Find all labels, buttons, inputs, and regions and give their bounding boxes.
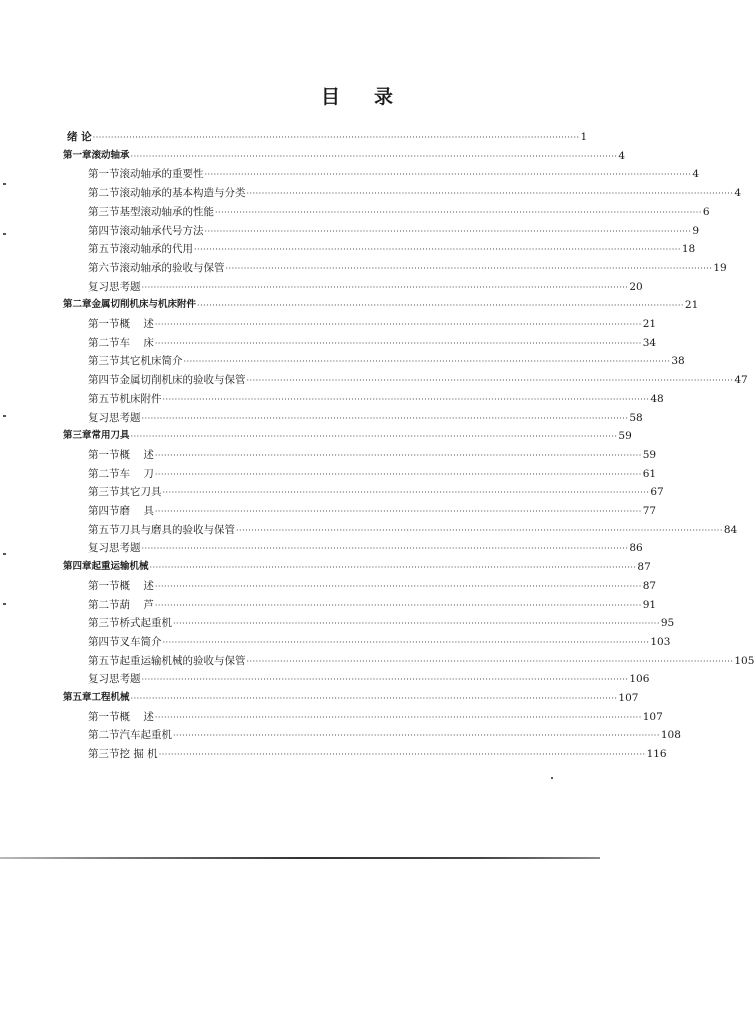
toc-page-number: 87: [637, 561, 651, 574]
toc-dot-leader: ································································································································································: [141, 413, 629, 423]
scan-speck: [3, 233, 6, 235]
toc-number: 复习思考题: [88, 411, 141, 424]
toc-section-row: [88, 482, 664, 499]
toc-section-row: [88, 239, 696, 256]
toc-page-number: 47: [734, 374, 748, 387]
toc-page-number: 67: [650, 486, 664, 499]
toc-chapter-row: [63, 557, 651, 574]
toc-section-row: [88, 613, 675, 630]
toc-dot-leader: ································································································································································: [149, 563, 637, 573]
toc-section-row: [88, 464, 657, 481]
toc-page-number: 61: [642, 467, 657, 480]
toc-page-number: 19: [713, 261, 727, 274]
bottom-rule: [0, 857, 600, 859]
toc-dot-leader: ································································································································································: [162, 394, 650, 404]
toc-title: 桥式起重机: [119, 617, 172, 630]
toc-page-number: 6: [702, 205, 710, 218]
toc-section-row: [88, 595, 657, 612]
toc-title: 金属切削机床与机床附件: [91, 299, 197, 311]
toc-title: 滚动轴承的验收与保管: [119, 261, 225, 274]
toc-page-number: 86: [629, 542, 643, 555]
toc-page-number: 106: [629, 673, 650, 686]
toc-number: 第三章: [63, 430, 92, 442]
toc-dot-leader: ································································································································································: [154, 581, 642, 591]
toc-dot-leader: ································································································································································: [173, 731, 660, 741]
toc-title: 葫 芦: [119, 598, 154, 611]
toc-title: 概 述: [119, 448, 154, 461]
toc-section-row: [88, 221, 700, 238]
toc-number: 第二节: [88, 467, 120, 480]
toc-number: 第四章: [63, 561, 92, 573]
toc-title: 概 述: [119, 318, 154, 330]
toc-dot-leader: ································································································································································: [236, 525, 723, 535]
toc-dot-leader: ································································································································································: [154, 600, 642, 610]
toc-page-number: 95: [660, 617, 675, 630]
toc-page-number: 105: [734, 654, 754, 667]
toc-number: 第一节: [88, 318, 120, 330]
toc-number: 第五节: [88, 392, 120, 405]
toc-section-row: [88, 651, 754, 668]
toc-number: 第二节: [88, 336, 120, 349]
toc-number: 第五节: [88, 654, 120, 667]
toc-section-row: [88, 183, 742, 200]
toc-number: 第二节: [88, 729, 120, 742]
toc-title: 基型滚动轴承的性能: [119, 205, 214, 218]
toc-number: 第一节: [88, 710, 120, 723]
toc-dot-leader: ································································································································································: [183, 357, 671, 367]
toc-number: 第五节: [88, 243, 120, 256]
toc-title: 工程机械: [91, 692, 130, 703]
toc-number: 第二节: [88, 187, 120, 200]
toc-dot-leader: ································································································································································: [197, 301, 684, 311]
toc-title: 金属切削机床的验收与保管: [119, 374, 246, 387]
toc-dot-leader: ································································································································································: [194, 245, 681, 255]
toc-number: 第三节: [88, 355, 120, 368]
toc-page-number: 108: [660, 729, 681, 742]
toc-dot-leader: ································································································································································: [154, 338, 642, 348]
toc-dot-leader: ································································································································································: [225, 263, 713, 273]
toc-number: 第三节: [88, 617, 120, 630]
page-title: [0, 82, 714, 109]
toc-section-row: [88, 725, 681, 742]
toc-dot-leader: ································································································································································: [130, 432, 618, 442]
toc-dot-leader: ································································································································································: [141, 282, 629, 292]
toc-number: 第四节: [88, 505, 120, 517]
toc-section-row: [88, 389, 664, 406]
toc-number: 复习思考题: [88, 673, 141, 686]
toc-number: 第一章: [63, 149, 92, 161]
toc-title: 常用刀具: [91, 430, 130, 442]
toc-title: 滚动轴承: [91, 149, 130, 161]
toc-page-number: 58: [629, 411, 643, 424]
toc-section-row: [88, 520, 738, 537]
toc-section-row: [88, 445, 657, 462]
toc-page-number: 107: [642, 710, 663, 723]
toc-section-row: [88, 351, 685, 368]
toc-number: 第五章: [63, 692, 92, 703]
toc-number: 第一节: [88, 579, 120, 592]
toc-section-row: [88, 632, 671, 649]
toc-chapter-row: [63, 295, 699, 312]
toc-title: 机床附件: [119, 392, 162, 405]
toc-title: 滚动轴承代号方法: [119, 224, 204, 237]
toc-title: 叉车简介: [119, 635, 162, 648]
toc-page-number: 1: [580, 131, 588, 143]
toc-page-number: 91: [642, 598, 657, 611]
toc-dot-leader: ································································································································································: [92, 133, 580, 142]
toc-review-row: [88, 277, 643, 294]
toc-title: 磨 具: [119, 505, 154, 517]
toc-section-row: [88, 164, 700, 181]
toc-title: 车 床: [119, 336, 154, 349]
toc-title: 刀具与磨具的验收与保管: [119, 523, 235, 536]
toc-page-number: 87: [642, 579, 657, 592]
toc-title: 滚动轴承的重要性: [119, 168, 204, 181]
toc-title: 滚动轴承的代用: [119, 243, 193, 256]
toc-dot-leader: ································································································································································: [215, 207, 702, 217]
toc-page-number: 21: [642, 318, 657, 330]
scan-speck: [3, 603, 6, 605]
scan-speck: [3, 415, 6, 417]
toc-title: 其它刀具: [119, 486, 162, 499]
toc-dot-leader: ································································································································································: [173, 619, 660, 629]
toc-number: 复习思考题: [88, 542, 141, 555]
toc-title: 滚动轴承的基本构造与分类: [119, 187, 246, 200]
toc-dot-leader: ································································································································································: [130, 694, 618, 703]
toc-page-number: 34: [642, 336, 657, 349]
toc-page-number: 21: [684, 299, 699, 312]
toc-page-number: 77: [642, 505, 657, 517]
toc-dot-leader: ································································································································································: [204, 170, 692, 180]
toc-title: 汽车起重机: [119, 729, 172, 742]
toc-title: 其它机床简介: [119, 355, 183, 368]
toc-number: 第六节: [88, 261, 120, 274]
toc-chapter-row: [63, 146, 626, 163]
toc-section-row: [88, 333, 657, 350]
toc-number: 第一节: [88, 168, 120, 181]
toc-number: 第二节: [88, 598, 120, 611]
toc-page-number: 4: [734, 187, 742, 200]
toc-review-row: [88, 538, 643, 555]
toc-title: 挖 掘 机: [119, 748, 158, 761]
toc-section-row: [88, 576, 657, 593]
scan-speck: [551, 777, 553, 779]
toc-title: 起重运输机械: [91, 561, 149, 573]
toc-number: 第五节: [88, 523, 120, 536]
toc-dot-leader: ································································································································································: [204, 226, 692, 236]
toc-dot-leader: ································································································································································: [158, 750, 646, 760]
toc-section-row: [88, 370, 748, 387]
toc-dot-leader: ································································································································································: [130, 151, 618, 161]
toc-section-row: [88, 744, 667, 761]
toc-section-row: [88, 314, 657, 331]
toc-page-number: 116: [646, 748, 667, 761]
toc-dot-leader: ································································································································································: [141, 544, 629, 554]
toc-dot-leader: ································································································································································: [154, 320, 642, 329]
toc-section-row: [88, 501, 657, 518]
toc-number: 第三节: [88, 748, 120, 761]
toc-dot-leader: ································································································································································: [246, 656, 734, 666]
toc-dot-leader: ································································································································································: [154, 469, 642, 479]
toc-page-number: 59: [618, 430, 632, 443]
toc-page-number: 9: [692, 224, 700, 237]
title-char-1: 目: [320, 86, 340, 108]
toc-dot-leader: ································································································································································: [162, 637, 650, 647]
toc-dot-leader: ································································································································································: [154, 507, 642, 516]
toc-title: 概 述: [119, 710, 154, 723]
toc-dot-leader: ································································································································································: [162, 488, 650, 498]
toc-number: 第四节: [88, 635, 120, 648]
toc-dot-leader: ································································································································································: [154, 712, 642, 722]
toc-dot-leader: ································································································································································: [246, 189, 734, 199]
toc-number: 第四节: [88, 224, 120, 237]
toc-section-row: [88, 707, 663, 724]
toc-number: 第四节: [88, 374, 120, 387]
toc-page-number: 59: [642, 448, 657, 461]
toc-chapter-row: [63, 688, 639, 705]
toc-intro-row: [67, 127, 588, 144]
toc-page-number: 103: [650, 635, 671, 648]
title-char-2: 录: [374, 86, 394, 108]
toc-number: 绪 论: [67, 131, 92, 143]
toc-dot-leader: ································································································································································: [246, 376, 734, 386]
toc-number: 第二章: [63, 299, 92, 311]
toc-page-number: 18: [681, 243, 696, 256]
toc-title: 概 述: [119, 579, 154, 592]
toc-dot-leader: ································································································································································: [154, 450, 642, 460]
toc-page-number: 4: [618, 149, 626, 162]
toc-number: 第三节: [88, 205, 120, 218]
toc-title: 车 刀: [119, 467, 154, 480]
toc-dot-leader: ································································································································································: [141, 675, 629, 685]
toc-number: 第一节: [88, 448, 120, 461]
toc-section-row: [88, 258, 727, 275]
toc-review-row: [88, 408, 643, 425]
toc-page-number: 4: [692, 168, 700, 181]
toc-page-number: 48: [650, 392, 664, 405]
toc-page-number: 20: [629, 280, 643, 293]
toc-number: 第三节: [88, 486, 120, 499]
scan-speck: [3, 183, 6, 185]
toc-section-row: [88, 202, 710, 219]
toc-review-row: [88, 669, 650, 686]
toc-page-number: 107: [618, 692, 639, 704]
scan-speck: [3, 553, 6, 555]
toc-title: 起重运输机械的验收与保管: [119, 654, 246, 667]
toc-number: 复习思考题: [88, 280, 141, 293]
toc-page-number: 84: [723, 523, 738, 536]
toc-chapter-row: [63, 426, 632, 443]
toc-page-number: 38: [671, 355, 685, 368]
